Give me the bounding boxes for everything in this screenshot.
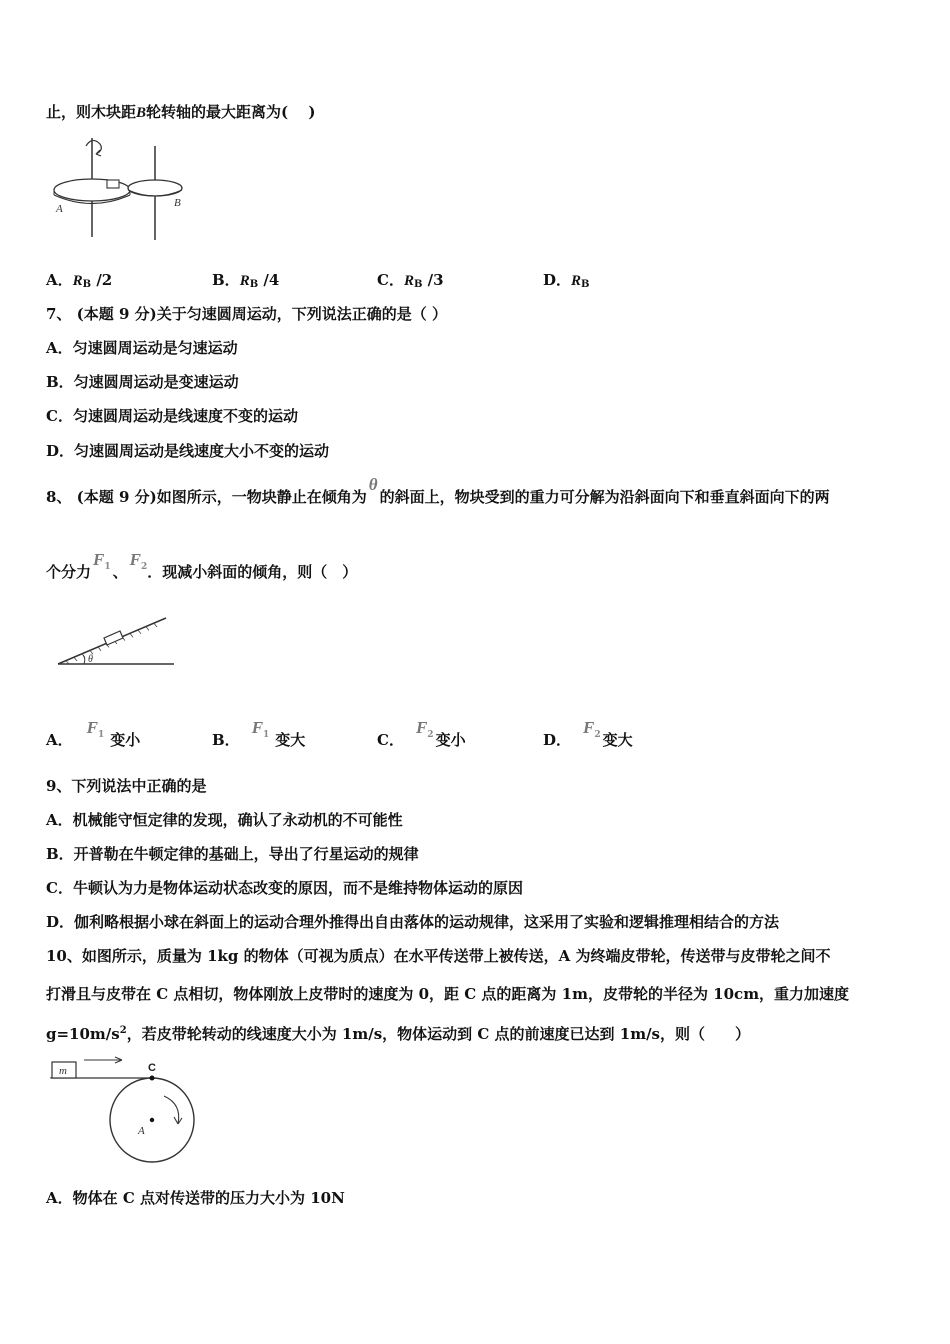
q10-stem-line1: 10、如图所示，质量为 1kg 的物体（可视为质点）在水平传送带上被传送，A 为终端皮带轮，传送带与皮带轮之间不 [46, 947, 831, 965]
q8-stem-line1: 8、 (本题 9 分)如图所示，一物块静止在倾角为θ的斜面上，物块受到的重力可分解为沿斜面向下和垂直斜面向下的两 [46, 475, 830, 506]
q7-stem: 7、 (本题 9 分)关于匀速圆周运动，下列说法正确的是（ ） [46, 305, 447, 323]
svg-text:A: A [56, 203, 63, 215]
q6-option-b[interactable]: B．$R_B$ /4 [212, 271, 280, 290]
q10-conveyor-figure [46, 1052, 206, 1170]
q6-figure [50, 132, 190, 244]
q8-incline-figure [54, 612, 178, 670]
q10-option-a[interactable]: A．物体在 C 点对传送带的压力大小为 10N [46, 1189, 345, 1207]
svg-text:B: B [174, 197, 181, 209]
q8-option-d[interactable]: D．$F^2$ 变大 [543, 718, 633, 749]
q9-option-a[interactable]: A．机械能守恒定律的发现，确认了永动机的不可能性 [46, 811, 403, 829]
svg-text:A: A [138, 1125, 145, 1137]
q6-stem-tail: 止，则木块距B轮转轴的最大距离为( ) [46, 103, 316, 121]
q9-stem: 9、下列说法中正确的是 [46, 777, 207, 795]
svg-text:m: m [59, 1065, 67, 1077]
q6-b-letter: B [136, 105, 147, 121]
q10-stem-line2: 打滑且与皮带在 C 点相切，物体刚放上皮带时的速度为 0，距 C 点的距离为 1m，皮带轮的半径为 10cm，重力加速度 [46, 985, 850, 1003]
q6-option-a[interactable]: A．$R_B$ /2 [46, 271, 113, 290]
q7-option-a[interactable]: A．匀速圆周运动是匀速运动 [46, 339, 238, 357]
q8-option-b[interactable]: B．$F^1$ 变大 [212, 718, 306, 749]
q7-option-b[interactable]: B．匀速圆周运动是变速运动 [46, 373, 239, 391]
q9-option-d[interactable]: D．伽利略根据小球在斜面上的运动合理外推得出自由落体的运动规律，这采用了实验和逻辑推理相结合的方法 [46, 913, 780, 931]
q8-option-c[interactable]: C．$F^2$ 变小 [377, 718, 466, 749]
q8-option-a[interactable]: A．$F^1$ 变小 [46, 718, 141, 749]
f2-symbol: F [129, 550, 141, 569]
q6-option-d[interactable]: D．$R_B$ [543, 271, 590, 290]
q6-option-c[interactable]: C．$R_B$ /3 [377, 271, 444, 290]
q9-option-c[interactable]: C．牛顿认为力是物体运动状态改变的原因，而不是维持物体运动的原因 [46, 879, 523, 897]
q8-stem-line2: 个分力$F^1$ 、$F^2$．现减小斜面的倾角，则（ ） [46, 550, 358, 581]
svg-text:C: C [148, 1062, 156, 1074]
f1-symbol: F [93, 550, 105, 569]
q7-option-d[interactable]: D．匀速圆周运动是线速度大小不变的运动 [46, 442, 330, 460]
svg-text:θ: θ [88, 654, 93, 665]
q10-stem-line3: $g=10m/s^2$，若皮带轮转动的线速度大小为 1m/s，物体运动到 C 点的前速度已达到 1m/s，则（ ） [46, 1025, 750, 1043]
theta-symbol: θ [368, 475, 378, 494]
q7-option-c[interactable]: C．匀速圆周运动是线速度不变的运动 [46, 407, 298, 425]
q9-option-b[interactable]: B．开普勒在牛顿定律的基础上，导出了行星运动的规律 [46, 845, 419, 863]
